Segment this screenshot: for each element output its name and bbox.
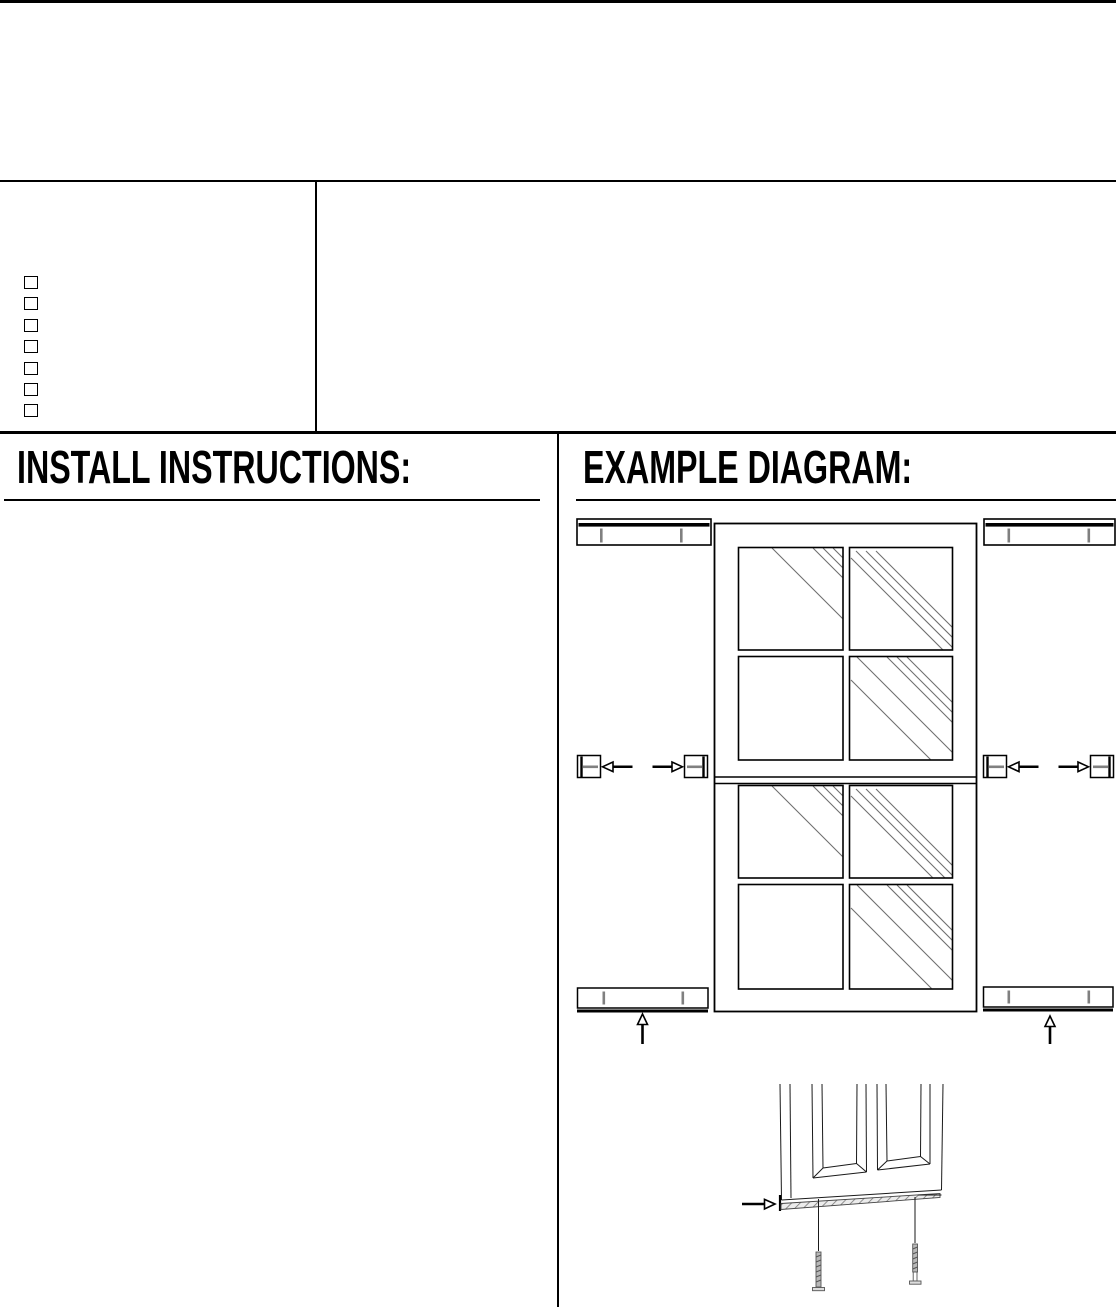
arrow-left-icon (603, 762, 633, 772)
arrow-right-icon (1059, 762, 1089, 772)
arrow-right-icon (742, 1199, 775, 1209)
upper-sash-reflections (772, 548, 953, 760)
shutter-bottom-detail (742, 1084, 943, 1291)
checkbox[interactable] (24, 319, 38, 332)
arrow-up-icon (1045, 1016, 1055, 1044)
checkbox[interactable] (24, 404, 38, 417)
checkbox[interactable] (24, 276, 38, 289)
checkbox[interactable] (24, 362, 38, 375)
checkbox[interactable] (24, 340, 38, 353)
mid-right-clips (984, 756, 1114, 778)
screw-icon (813, 1199, 825, 1291)
example-diagram-heading: EXAMPLE DIAGRAM: (583, 441, 913, 493)
top-left-rail (577, 519, 711, 545)
screw-icon (910, 1197, 922, 1284)
window-diagram (715, 524, 977, 1012)
bottom-left-rail (577, 988, 708, 1044)
upper-column-divider (315, 181, 317, 432)
example-diagram-underline (576, 499, 1116, 501)
section-rule-upper (0, 180, 1116, 182)
bottom-right-rail (983, 987, 1113, 1044)
install-instructions-underline (4, 499, 540, 501)
mid-left-clips (578, 756, 708, 778)
mounting-strip (781, 1194, 940, 1210)
top-border-line (0, 0, 1116, 3)
arrow-left-icon (1009, 762, 1039, 772)
top-right-rail (984, 519, 1115, 545)
checklist (24, 276, 38, 426)
checkbox[interactable] (24, 297, 38, 310)
example-diagram-artwork (556, 505, 1116, 1307)
checkbox[interactable] (24, 383, 38, 396)
upper-sash-panes (739, 548, 953, 761)
lower-sash-panes (739, 786, 953, 990)
arrow-right-icon (653, 762, 683, 772)
arrow-up-icon (638, 1014, 648, 1044)
lower-sash-reflections (772, 786, 953, 989)
install-instructions-heading: INSTALL INSTRUCTIONS: (17, 441, 412, 493)
